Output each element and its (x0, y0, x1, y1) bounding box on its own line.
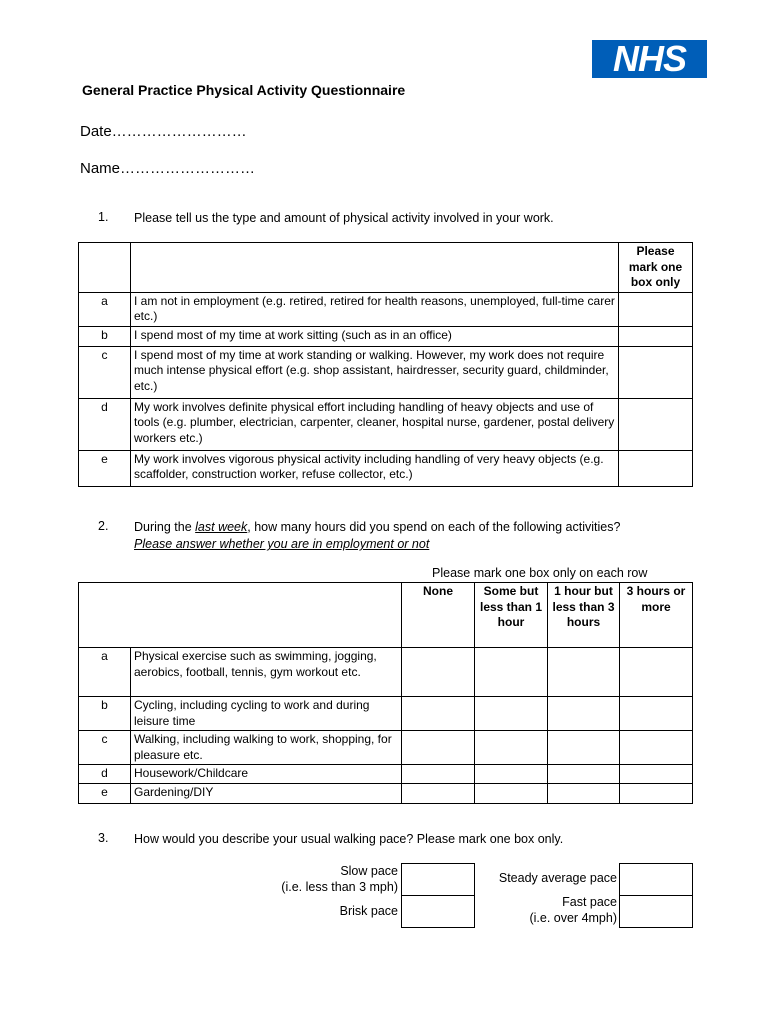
q1-header-text-cell (131, 243, 619, 293)
q2-row-e-some-box[interactable] (475, 784, 548, 804)
q2-row-c-letter: c (79, 731, 131, 765)
q2-row-e-text: Gardening/DIY (131, 784, 402, 804)
q2-row-e-1-3-box[interactable] (548, 784, 620, 804)
q2-row-c-1-3-box[interactable] (548, 731, 620, 765)
q2-row-e-letter: e (79, 784, 131, 804)
q1-row-d-text: My work involves definite physical effort including handling of heavy objects and use of tools (e.g. plumber, electrician, carpenter, cleaner, hospital nurse, gardener, postal delivery workers etc.) (131, 398, 619, 450)
q2-row-e-3plus-box[interactable] (620, 784, 693, 804)
q2-row-a-letter: a (79, 648, 131, 697)
q1-table (78, 242, 693, 487)
q1-row-a-checkbox[interactable] (619, 292, 693, 326)
q2-row-a-text: Physical exercise such as swimming, jogging, aerobics, football, tennis, gym workout etc. (131, 648, 402, 697)
q2-row-b-text: Cycling, including cycling to work and during leisure time (131, 697, 402, 731)
name-field[interactable]: Name……………………… (80, 160, 256, 177)
q1-text: Please tell us the type and amount of physical activity involved in your work. (134, 211, 554, 225)
q2-mark-note: Please mark one box only on each row (432, 566, 648, 580)
q1-row-c-checkbox[interactable] (619, 346, 693, 398)
q1-row-c-letter: c (79, 346, 131, 398)
q1-row-e-checkbox[interactable] (619, 450, 693, 486)
fast-pace-title: Fast pace (562, 895, 617, 909)
q2-row-b-none-box[interactable] (402, 697, 475, 731)
q2-text-after: , how many hours did you spend on each of the following activities? (247, 520, 621, 534)
q2-row-c-text: Walking, including walking to work, shopping, for pleasure etc. (131, 731, 402, 765)
fast-pace-label (470, 894, 617, 926)
page-title: General Practice Physical Activity Questionnaire (82, 82, 406, 98)
q2-row-a-1-3-box[interactable] (548, 648, 620, 697)
q1-row-e-text: My work involves vigorous physical activity including handling of very heavy objects (e.g. scaffolder, construction worker, refuse collector, etc.) (131, 450, 619, 486)
q2-row-b-3plus-box[interactable] (620, 697, 693, 731)
q2-col-1-3: 1 hour but less than 3 hours (548, 583, 620, 648)
q1-number: 1. (98, 210, 109, 224)
q2-subtext: Please answer whether you are in employment or not (134, 537, 430, 551)
q1-header-letter-cell (79, 243, 131, 293)
slow-pace-title: Slow pace (340, 864, 398, 878)
q2-col-some: Some but less than 1 hour (475, 583, 548, 648)
q2-col-3plus: 3 hours or more (620, 583, 693, 648)
q2-row-d-3plus-box[interactable] (620, 765, 693, 784)
q1-row-a-letter: a (79, 292, 131, 326)
q1-column-header: Please mark one box only (619, 243, 693, 293)
q2-text (134, 519, 620, 553)
q2-row-e-none-box[interactable] (402, 784, 475, 804)
q2-header-blank (79, 583, 402, 648)
q1-row-b-text: I spend most of my time at work sitting (such as in an office) (131, 326, 619, 346)
brisk-pace-label: Brisk pace (339, 904, 398, 918)
q1-row-d-checkbox[interactable] (619, 398, 693, 450)
steady-pace-label: Steady average pace (498, 871, 617, 885)
slow-pace-sub: (i.e. less than 3 mph) (281, 880, 398, 894)
q2-row-d-some-box[interactable] (475, 765, 548, 784)
q2-row-c-some-box[interactable] (475, 731, 548, 765)
q2-row-c-3plus-box[interactable] (620, 731, 693, 765)
brisk-pace-checkbox[interactable] (401, 895, 475, 928)
slow-pace-checkbox[interactable] (401, 863, 475, 896)
q2-row-d-text: Housework/Childcare (131, 765, 402, 784)
q2-row-b-some-box[interactable] (475, 697, 548, 731)
q1-row-d-letter: d (79, 398, 131, 450)
q1-row-c-text: I spend most of my time at work standing or walking. However, my work does not require much intense physical effort (e.g. shop assistant, hairdresser, security guard, childminder, etc.) (131, 346, 619, 398)
q2-row-a-3plus-box[interactable] (620, 648, 693, 697)
q2-row-c-none-box[interactable] (402, 731, 475, 765)
q2-row-b-letter: b (79, 697, 131, 731)
q2-row-a-none-box[interactable] (402, 648, 475, 697)
q3-number: 3. (98, 831, 109, 845)
q3-text: How would you describe your usual walking pace? Please mark one box only. (134, 832, 564, 846)
q2-col-none: None (402, 583, 475, 648)
q2-text-emphasis: last week (195, 520, 248, 534)
q1-row-a-text: I am not in employment (e.g. retired, retired for health reasons, unemployed, full-time carer etc.) (131, 292, 619, 326)
q2-number: 2. (98, 519, 109, 533)
fast-pace-checkbox[interactable] (619, 895, 693, 928)
q2-row-d-letter: d (79, 765, 131, 784)
q2-text-before: During the (134, 520, 196, 534)
slow-pace-label (250, 863, 398, 895)
q2-row-d-none-box[interactable] (402, 765, 475, 784)
q1-row-b-checkbox[interactable] (619, 326, 693, 346)
steady-pace-checkbox[interactable] (619, 863, 693, 896)
q2-row-d-1-3-box[interactable] (548, 765, 620, 784)
q1-row-e-letter: e (79, 450, 131, 486)
q2-row-b-1-3-box[interactable] (548, 697, 620, 731)
fast-pace-sub: (i.e. over 4mph) (529, 911, 617, 925)
date-field[interactable]: Date……………………… (80, 123, 247, 140)
q2-row-a-some-box[interactable] (475, 648, 548, 697)
nhs-logo: NHS (592, 40, 707, 78)
q2-table (78, 582, 693, 804)
q1-row-b-letter: b (79, 326, 131, 346)
